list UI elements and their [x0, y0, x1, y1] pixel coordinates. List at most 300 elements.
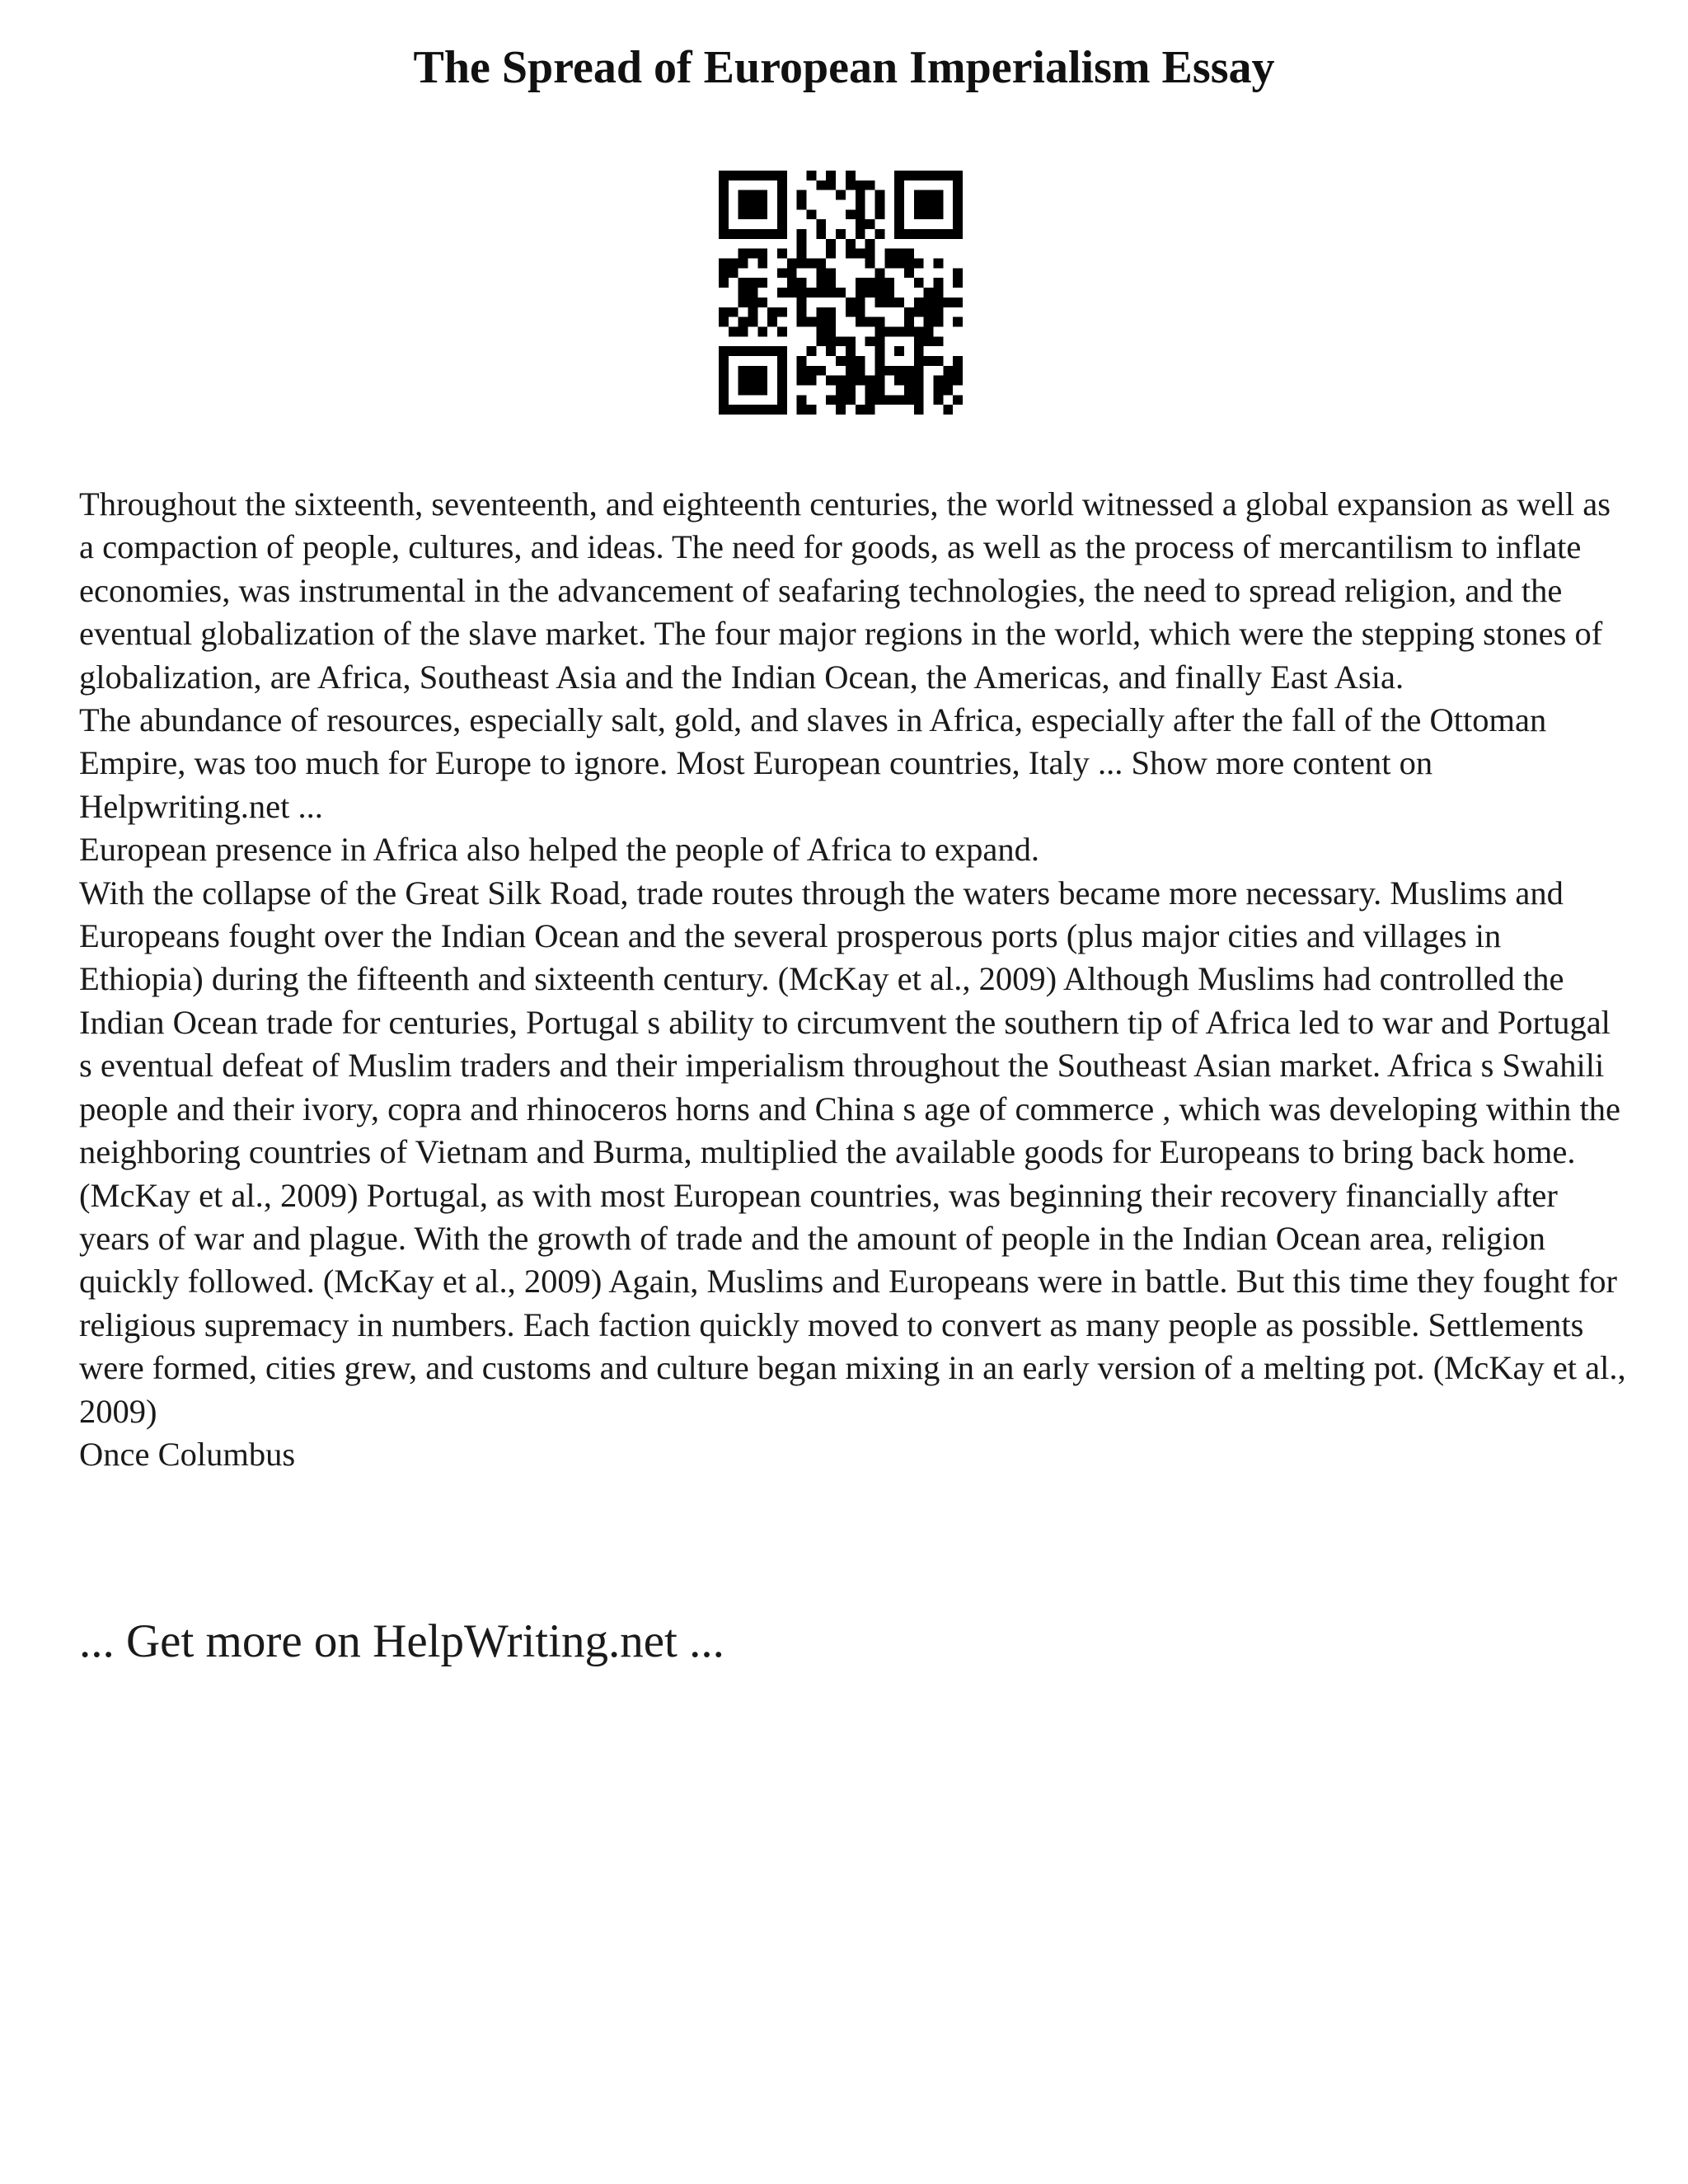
- qr-module: [953, 317, 963, 327]
- qr-module: [757, 385, 767, 395]
- qr-module: [729, 229, 738, 239]
- qr-module: [914, 307, 924, 317]
- qr-module: [748, 376, 758, 386]
- qr-module: [846, 298, 856, 307]
- qr-module: [797, 317, 807, 327]
- qr-module: [738, 298, 748, 307]
- qr-module: [719, 346, 729, 356]
- qr-module: [884, 298, 894, 307]
- qr-module: [748, 229, 758, 239]
- qr-module: [826, 376, 836, 386]
- qr-module: [894, 346, 904, 356]
- qr-module: [856, 180, 865, 190]
- qr-module: [933, 336, 943, 346]
- qr-module: [856, 376, 865, 386]
- qr-module: [729, 307, 738, 317]
- qr-module: [846, 249, 856, 259]
- qr-module: [904, 385, 914, 395]
- qr-module: [924, 317, 934, 327]
- qr-module: [924, 229, 934, 239]
- qr-module: [924, 190, 934, 200]
- qr-module: [719, 307, 729, 317]
- qr-module: [904, 229, 914, 239]
- qr-module: [777, 366, 787, 376]
- qr-module: [719, 268, 729, 278]
- qr-module: [865, 249, 875, 259]
- qr-module: [953, 200, 963, 210]
- qr-module: [826, 395, 836, 405]
- qr-module: [894, 200, 904, 210]
- qr-module: [719, 229, 729, 239]
- qr-module: [729, 346, 738, 356]
- qr-module: [894, 395, 904, 405]
- qr-module: [787, 259, 797, 269]
- qr-module: [777, 385, 787, 395]
- qr-module: [856, 229, 865, 239]
- qr-module: [914, 171, 924, 180]
- qr-module: [787, 268, 797, 278]
- qr-module: [856, 249, 865, 259]
- qr-module: [748, 385, 758, 395]
- qr-module: [865, 395, 875, 405]
- qr-module: [914, 298, 924, 307]
- paragraph-africa-resources: The abundance of resources, especially salt, gold, and slaves in Africa, especially after the fall of the Ottoman Empire, was too much for Europe to ignore. Most European countries, Italy ... Show more content on Helpwriting.net ...: [79, 701, 1547, 825]
- qr-module: [856, 278, 865, 288]
- qr-module: [933, 229, 943, 239]
- qr-module: [797, 190, 807, 200]
- qr-module: [738, 209, 748, 219]
- qr-module: [826, 346, 836, 356]
- qr-module: [856, 317, 865, 327]
- qr-module: [943, 385, 953, 395]
- qr-module: [787, 278, 797, 288]
- qr-module: [874, 200, 884, 210]
- qr-module: [953, 209, 963, 219]
- qr-module: [874, 317, 884, 327]
- qr-module: [767, 346, 777, 356]
- qr-module: [807, 288, 817, 298]
- qr-code-icon: [719, 171, 963, 415]
- qr-module: [874, 356, 884, 366]
- qr-module: [816, 326, 826, 336]
- qr-module: [894, 326, 904, 336]
- qr-module: [738, 376, 748, 386]
- qr-module: [777, 405, 787, 415]
- qr-module: [738, 385, 748, 395]
- qr-module: [874, 288, 884, 298]
- qr-module: [816, 229, 826, 239]
- qr-module: [807, 376, 817, 386]
- qr-module: [748, 366, 758, 376]
- qr-module: [807, 259, 817, 269]
- qr-module: [816, 317, 826, 327]
- qr-module: [816, 307, 826, 317]
- qr-module: [787, 288, 797, 298]
- qr-module: [933, 259, 943, 269]
- qr-module: [874, 278, 884, 288]
- qr-module: [807, 209, 817, 219]
- qr-module: [738, 317, 748, 327]
- qr-module: [943, 298, 953, 307]
- qr-module: [757, 249, 767, 259]
- qr-module: [856, 356, 865, 366]
- qr-module: [865, 336, 875, 346]
- qr-module: [748, 171, 758, 180]
- qr-module: [719, 278, 729, 288]
- get-more-link[interactable]: ... Get more on HelpWriting.net ...: [79, 1615, 724, 1667]
- qr-module: [777, 190, 787, 200]
- qr-module: [777, 209, 787, 219]
- qr-module: [836, 405, 846, 415]
- qr-module: [738, 405, 748, 415]
- qr-module: [729, 326, 738, 336]
- qr-module: [924, 326, 934, 336]
- qr-module: [894, 249, 904, 259]
- qr-module: [797, 405, 807, 415]
- qr-module: [904, 395, 914, 405]
- qr-module: [874, 268, 884, 278]
- qr-module: [757, 200, 767, 210]
- qr-module: [807, 346, 817, 356]
- qr-module: [894, 209, 904, 219]
- qr-module: [933, 356, 943, 366]
- qr-module: [748, 307, 758, 317]
- qr-module: [807, 171, 817, 180]
- qr-module: [826, 317, 836, 327]
- qr-module: [777, 180, 787, 190]
- qr-module: [757, 298, 767, 307]
- qr-module: [797, 376, 807, 386]
- qr-module: [904, 307, 914, 317]
- qr-module: [953, 366, 963, 376]
- qr-module: [738, 326, 748, 336]
- qr-module: [856, 200, 865, 210]
- qr-module: [874, 366, 884, 376]
- qr-module: [874, 190, 884, 200]
- qr-module: [777, 346, 787, 356]
- qr-module: [719, 385, 729, 395]
- qr-module: [953, 376, 963, 386]
- qr-module: [826, 249, 836, 259]
- qr-module: [738, 190, 748, 200]
- qr-module: [757, 229, 767, 239]
- qr-module: [914, 346, 924, 356]
- qr-module: [953, 278, 963, 288]
- qr-module: [846, 180, 856, 190]
- qr-module: [797, 229, 807, 239]
- qr-module: [797, 249, 807, 259]
- paragraph-columbus: Once Columbus: [79, 1435, 296, 1473]
- qr-module: [933, 307, 943, 317]
- qr-module: [748, 405, 758, 415]
- qr-module: [748, 190, 758, 200]
- qr-module: [797, 239, 807, 249]
- qr-module: [836, 356, 846, 366]
- qr-module: [924, 356, 934, 366]
- qr-module: [953, 395, 963, 405]
- qr-module: [846, 395, 856, 405]
- qr-module: [894, 219, 904, 229]
- qr-module: [738, 346, 748, 356]
- qr-module: [748, 278, 758, 288]
- qr-module: [933, 395, 943, 405]
- qr-module: [777, 288, 787, 298]
- qr-module: [777, 200, 787, 210]
- qr-module: [904, 249, 914, 259]
- qr-module: [904, 376, 914, 386]
- qr-module: [914, 405, 924, 415]
- qr-module: [943, 405, 953, 415]
- qr-module: [874, 229, 884, 239]
- qr-module: [846, 171, 856, 180]
- qr-module: [807, 405, 817, 415]
- qr-module: [757, 346, 767, 356]
- qr-module: [767, 405, 777, 415]
- qr-module: [777, 219, 787, 229]
- qr-module: [874, 346, 884, 356]
- qr-module: [933, 209, 943, 219]
- qr-module: [884, 288, 894, 298]
- qr-module: [874, 336, 884, 346]
- qr-module: [826, 288, 836, 298]
- qr-module: [894, 171, 904, 180]
- qr-module: [816, 278, 826, 288]
- qr-module: [953, 268, 963, 278]
- qr-module: [953, 298, 963, 307]
- qr-module: [797, 200, 807, 210]
- qr-module: [933, 376, 943, 386]
- qr-module: [767, 317, 777, 327]
- qr-module: [738, 259, 748, 269]
- qr-module: [856, 209, 865, 219]
- qr-module: [865, 219, 875, 229]
- qr-module: [865, 239, 875, 249]
- qr-module: [933, 317, 943, 327]
- qr-module: [757, 190, 767, 200]
- qr-module: [777, 229, 787, 239]
- qr-module: [738, 366, 748, 376]
- qr-module: [894, 376, 904, 386]
- qr-module: [719, 356, 729, 366]
- qr-module: [777, 395, 787, 405]
- qr-module: [846, 336, 856, 346]
- qr-module: [953, 180, 963, 190]
- qr-module: [846, 209, 856, 219]
- qr-module: [914, 336, 924, 346]
- qr-module: [836, 385, 846, 395]
- qr-module: [777, 376, 787, 386]
- qr-module: [933, 298, 943, 307]
- qr-module: [767, 307, 777, 317]
- qr-module: [856, 190, 865, 200]
- qr-module: [748, 346, 758, 356]
- qr-module: [836, 288, 846, 298]
- qr-module: [865, 385, 875, 395]
- qr-module: [757, 171, 767, 180]
- qr-module: [865, 405, 875, 415]
- qr-module: [738, 229, 748, 239]
- qr-module: [738, 278, 748, 288]
- qr-module: [719, 200, 729, 210]
- qr-module: [904, 259, 914, 269]
- qr-module: [797, 307, 807, 317]
- qr-module: [914, 200, 924, 210]
- qr-module: [797, 298, 807, 307]
- qr-module: [884, 249, 894, 259]
- qr-module: [914, 395, 924, 405]
- qr-module: [874, 326, 884, 336]
- qr-module: [894, 366, 904, 376]
- page-title: The Spread of European Imperialism Essay: [413, 42, 1275, 93]
- qr-module: [797, 278, 807, 288]
- qr-module: [933, 200, 943, 210]
- qr-module: [738, 288, 748, 298]
- qr-module: [874, 298, 884, 307]
- qr-module: [914, 190, 924, 200]
- qr-module: [777, 326, 787, 336]
- qr-module: [846, 346, 856, 356]
- qr-module: [757, 259, 767, 269]
- qr-module: [757, 278, 767, 288]
- qr-module: [719, 317, 729, 327]
- qr-module: [953, 356, 963, 366]
- qr-module: [924, 336, 934, 346]
- qr-module: [777, 249, 787, 259]
- qr-module: [904, 366, 914, 376]
- qr-module: [719, 190, 729, 200]
- qr-module: [748, 209, 758, 219]
- qr-module: [865, 376, 875, 386]
- qr-module: [757, 366, 767, 376]
- qr-module: [807, 366, 817, 376]
- qr-module: [894, 298, 904, 307]
- qr-module: [894, 190, 904, 200]
- paragraph-africa-presence: European presence in Africa also helped the people of Africa to expand.: [79, 831, 1040, 869]
- qr-module: [816, 180, 826, 190]
- qr-module: [914, 326, 924, 336]
- qr-module: [816, 366, 826, 376]
- qr-module: [846, 366, 856, 376]
- qr-module: [826, 171, 836, 180]
- qr-module: [729, 259, 738, 269]
- qr-module: [943, 229, 953, 239]
- qr-module: [797, 395, 807, 405]
- qr-module: [777, 356, 787, 366]
- qr-module: [826, 268, 836, 278]
- qr-module: [826, 239, 836, 249]
- qr-module: [933, 190, 943, 200]
- qr-module: [767, 171, 777, 180]
- qr-module: [777, 268, 787, 278]
- qr-module: [924, 200, 934, 210]
- qr-module: [914, 356, 924, 366]
- qr-module: [719, 395, 729, 405]
- qr-module: [836, 229, 846, 239]
- qr-module: [729, 171, 738, 180]
- qr-module: [924, 288, 934, 298]
- qr-module: [943, 171, 953, 180]
- qr-module: [865, 180, 875, 190]
- qr-module: [865, 278, 875, 288]
- qr-module: [856, 366, 865, 376]
- qr-module: [846, 307, 856, 317]
- qr-module: [767, 229, 777, 239]
- qr-module: [816, 336, 826, 346]
- qr-module: [826, 326, 836, 336]
- qr-module: [826, 307, 836, 317]
- qr-module: [953, 171, 963, 180]
- qr-module: [914, 376, 924, 386]
- qr-module: [856, 298, 865, 307]
- qr-module: [914, 209, 924, 219]
- paragraph-intro: Throughout the sixteenth, seventeenth, and eighteenth centuries, the world witnessed a global expansion as well as a compaction of people, cultures, and ideas. The need for goods, as well as the process of mercantilism to inflate economies, was instrumental in the advancement of seafaring technologies, the need to spread religion, and the eventual globalization of the slave market. The four major regions in the world, which were the stepping stones of globalization, are Africa, Southeast Asia and the Indian Ocean, the Americas, and finally East Asia.: [79, 485, 1611, 696]
- qr-module: [719, 219, 729, 229]
- qr-module: [846, 356, 856, 366]
- qr-module: [836, 376, 846, 386]
- qr-module: [748, 249, 758, 259]
- qr-module: [777, 171, 787, 180]
- paragraph-indian-ocean: With the collapse of the Great Silk Road, trade routes through the waters became more necessary. Muslims and Europeans fought over the Indian Ocean and the several prosperous ports (plus major cities and villages in Ethiopia) during the fifteenth and sixteenth century. (McKay et al., 2009) Although Muslims had controlled the Indian Ocean trade for centuries, Portugal s ability to circumvent the southern tip of Africa led to war and Portugal s eventual defeat of Muslim traders and their imperialism throughout the Southeast Asian market. Africa s Swahili people and their ivory, copra and rhinoceros horns and China s age of commerce , which was developing within the neighboring countries of Vietnam and Burma, multiplied the available goods for Europeans to bring back home. (McKay et al., 2009) Portugal, as with most European countries, was beginning their recovery financially after years of war and plague. With the growth of trade and the amount of people in the Indian Ocean area, religion quickly followed. (McKay et al., 2009) Again, Muslims and Europeans were in battle. But this time they fought for religious supremacy in numbers. Each faction quickly moved to convert as many people as possible. Settlements were formed, cities grew, and customs and culture began mixing in an early version of a melting pot. (McKay et al., 2009): [79, 874, 1626, 1430]
- qr-module: [924, 307, 934, 317]
- qr-module: [953, 190, 963, 200]
- qr-module: [933, 385, 943, 395]
- qr-module: [797, 356, 807, 366]
- qr-module: [826, 336, 836, 346]
- qr-module: [757, 376, 767, 386]
- qr-module: [904, 326, 914, 336]
- qr-module: [953, 229, 963, 239]
- qr-module: [856, 405, 865, 415]
- qr-module: [904, 171, 914, 180]
- qr-module: [846, 376, 856, 386]
- qr-module: [914, 229, 924, 239]
- qr-module: [894, 259, 904, 269]
- qr-module: [874, 385, 884, 395]
- qr-module: [856, 307, 865, 317]
- qr-module: [894, 180, 904, 190]
- qr-module: [816, 219, 826, 229]
- qr-module: [826, 180, 836, 190]
- qr-module: [904, 317, 914, 327]
- essay-body: [79, 483, 1629, 1476]
- qr-module: [719, 405, 729, 415]
- qr-module: [777, 307, 787, 317]
- qr-module: [748, 288, 758, 298]
- qr-module: [807, 317, 817, 327]
- qr-module: [846, 239, 856, 249]
- qr-module: [836, 336, 846, 346]
- qr-module: [729, 405, 738, 415]
- qr-module: [933, 288, 943, 298]
- qr-module: [914, 366, 924, 376]
- qr-module: [884, 326, 894, 336]
- qr-module: [914, 259, 924, 269]
- qr-module: [856, 288, 865, 298]
- qr-module: [874, 209, 884, 219]
- qr-module: [826, 278, 836, 288]
- qr-module: [748, 298, 758, 307]
- qr-module: [865, 317, 875, 327]
- qr-module: [874, 376, 884, 386]
- qr-module: [757, 326, 767, 336]
- qr-module: [738, 200, 748, 210]
- qr-module: [924, 298, 934, 307]
- qr-module: [924, 209, 934, 219]
- qr-module: [836, 395, 846, 405]
- qr-module: [719, 376, 729, 386]
- qr-module: [797, 288, 807, 298]
- qr-module: [894, 229, 904, 239]
